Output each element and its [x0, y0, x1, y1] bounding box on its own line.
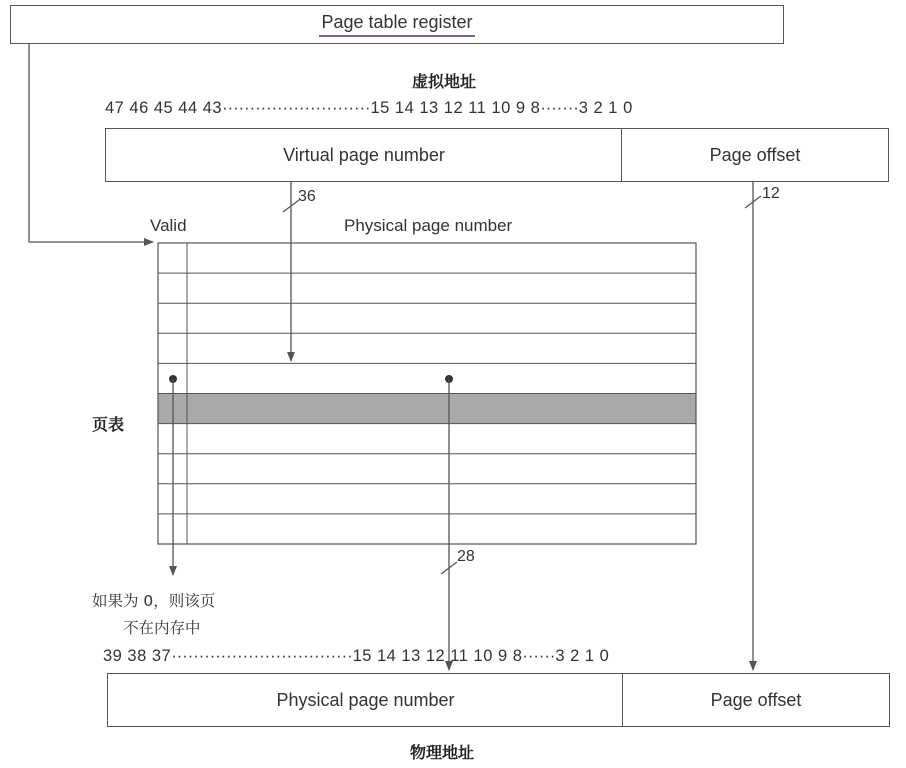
register-to-table-arrow: [29, 44, 153, 242]
page-table-register-label: Page table register: [319, 12, 474, 37]
va-bits-low: 3 2 1 0: [578, 99, 633, 117]
pa-bits-dots-2: ······: [522, 647, 556, 665]
va-bits-mid: 15 14 13 12 11 10 9 8: [370, 99, 541, 117]
pa-bits-mid: 15 14 13 12 11 10 9 8: [352, 647, 523, 665]
page-table-label: 页表: [92, 415, 125, 434]
vpn-width-label: 36: [298, 188, 316, 205]
va-bits-dots-1: ···························: [222, 99, 371, 117]
virtual-page-number-label: Virtual page number: [283, 144, 445, 165]
pa-bits-dots-1: ·································: [171, 647, 353, 665]
ppn-column-header: Physical page number: [344, 216, 513, 235]
highlighted-table-row: [158, 394, 696, 424]
virtual-page-offset-label: Page offset: [709, 144, 801, 165]
va-bits-dots-2: ·······: [540, 99, 579, 117]
offset-width-label: 12: [762, 185, 780, 202]
pa-bits-high: 39 38 37: [103, 647, 172, 665]
physical-page-offset-label: Page offset: [710, 689, 802, 710]
invalid-note-line2: 不在内存中: [123, 619, 201, 637]
valid-column-header: Valid: [150, 216, 187, 235]
va-bits-high: 47 46 45 44 43: [105, 99, 223, 117]
virtual-address-title: 虚拟地址: [412, 72, 477, 91]
invalid-note-line1: 如果为 0，则该页: [92, 592, 216, 610]
physical-page-number-label: Physical page number: [276, 689, 455, 710]
pa-bits-low: 3 2 1 0: [555, 647, 610, 665]
physical-address-title: 物理地址: [410, 743, 475, 762]
ppn-width-label: 28: [457, 548, 475, 565]
page-table: [158, 243, 696, 544]
